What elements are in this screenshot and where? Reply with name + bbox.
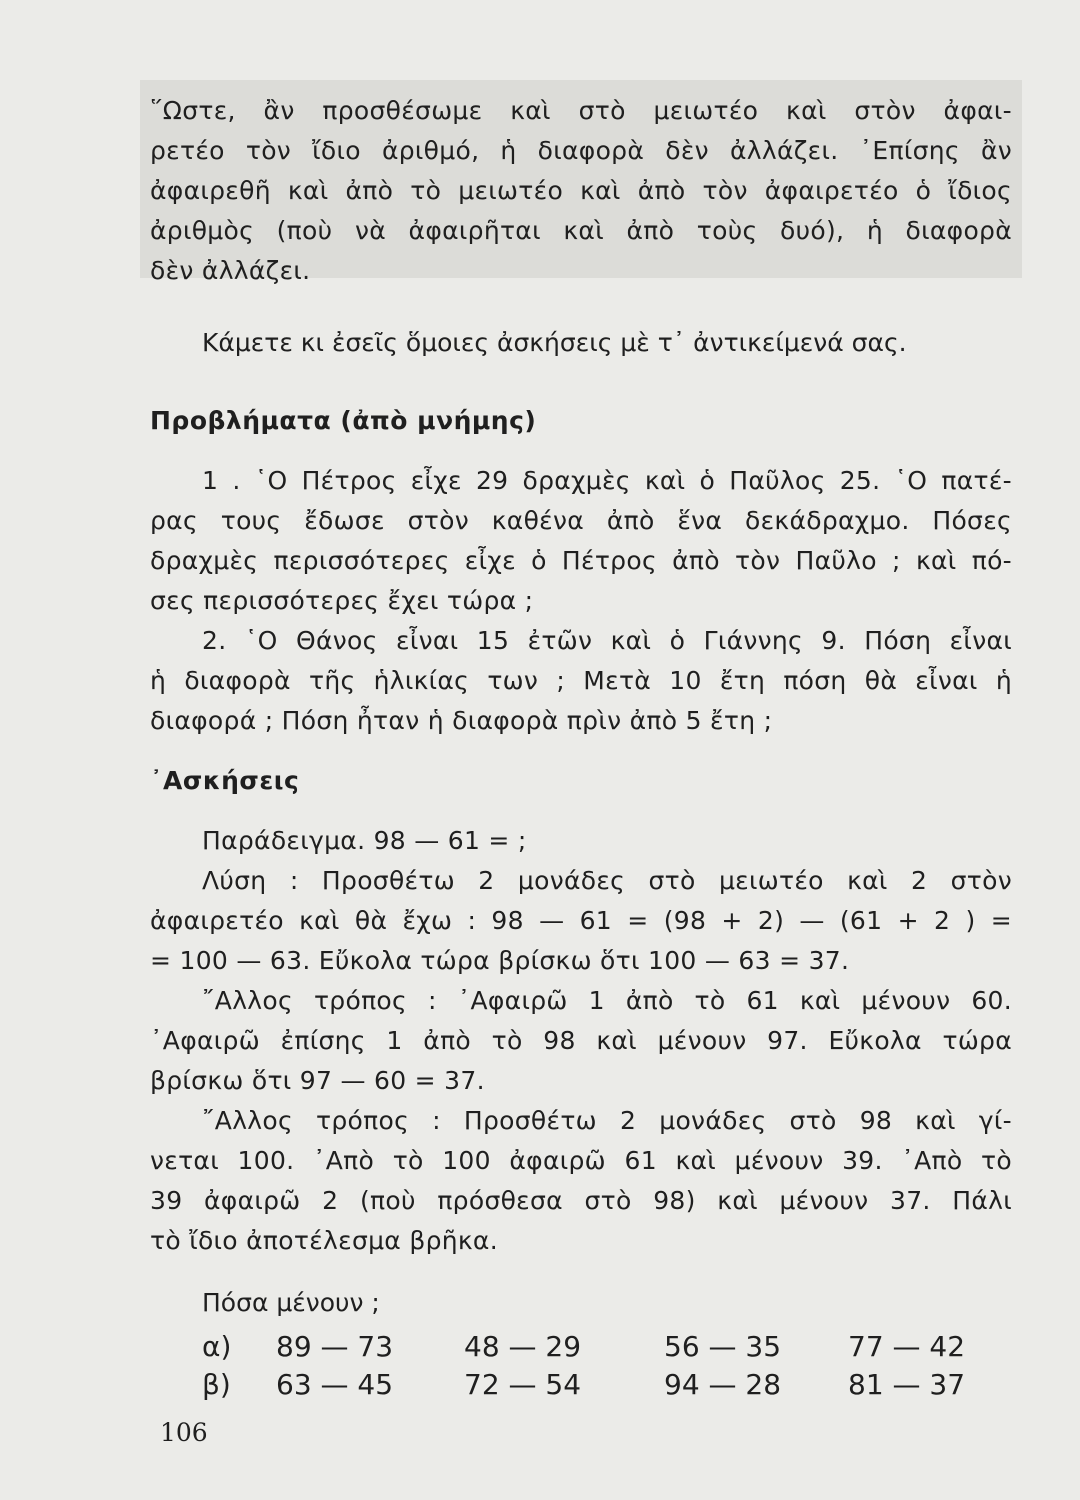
exercise-item: 77 — 42 <box>848 1330 966 1363</box>
intro-line: ρετέο τὸν ἴδιο ἀριθμό, ἡ διαφορὰ δὲν ἀλλάζει. ᾿Επίσης ἂν <box>150 136 1012 165</box>
example-line: βρίσκω ὅτι 97 — 60 = 37. <box>150 1066 485 1095</box>
intro-line: δὲν ἀλλάζει. <box>150 256 311 285</box>
example-line: Λύση : Προσθέτω 2 μονάδες στὸ μειωτέο καὶ 2 στὸν <box>202 866 1012 895</box>
example-line: τὸ ἴδιο ἀποτέλεσμα βρῆκα. <box>150 1226 498 1255</box>
exercise-item: 81 — 37 <box>848 1368 966 1401</box>
row-label: α) <box>202 1330 232 1363</box>
problem-line: 2. ῾Ο Θάνος εἶναι 15 ἐτῶν καὶ ὁ Γιάννης 9. Πόση εἶναι <box>202 626 1012 655</box>
example-line: = 100 — 63. Εὔκολα τώρα βρίσκω ὅτι 100 — 63 = 37. <box>150 946 850 975</box>
example-line: νεται 100. ᾿Απὸ τὸ 100 ἀφαιρῶ 61 καὶ μένουν 39. ᾿Απὸ τὸ <box>150 1146 1012 1175</box>
problem-line: διαφορά ; Πόση ἦταν ἡ διαφορὰ πρὶν ἀπὸ 5 ἔτη ; <box>150 706 773 735</box>
example-line: ἀφαιρετέο καὶ θὰ ἔχω : 98 — 61 = (98 + 2) — (61 + 2 ) = <box>150 906 1012 935</box>
page-number: 106 <box>160 1418 208 1447</box>
exercise-question: Πόσα μένουν ; <box>202 1288 380 1317</box>
exercise-item: 63 — 45 <box>276 1368 394 1401</box>
intro-line: ἀφαιρεθῆ καὶ ἀπὸ τὸ μειωτέο καὶ ἀπὸ τὸν ἀφαιρετέο ὁ ἴδιος <box>150 176 1012 205</box>
exercise-item: 94 — 28 <box>664 1368 782 1401</box>
example-line: Παράδειγμα. 98 — 61 = ; <box>202 826 527 855</box>
problem-line: ρας τους ἔδωσε στὸν καθένα ἀπὸ ἕνα δεκάδραχμο. Πόσες <box>150 506 1012 535</box>
example-line: ῎Αλλος τρόπος : Προσθέτω 2 μονάδες στὸ 98 καὶ γί- <box>202 1106 1012 1135</box>
problem-line: 1 . ῾Ο Πέτρος εἶχε 29 δραχμὲς καὶ ὁ Παῦλος 25. ῾Ο πατέ- <box>202 466 1012 495</box>
example-line: ῎Αλλος τρόπος : ᾿Αφαιρῶ 1 ἀπὸ τὸ 61 καὶ μένουν 60. <box>202 986 1012 1015</box>
example-line: ᾿Αφαιρῶ ἐπίσης 1 ἀπὸ τὸ 98 καὶ μένουν 97. Εὔκολα τώρα <box>150 1026 1012 1055</box>
exercise-item: 56 — 35 <box>664 1330 782 1363</box>
intro-line: ἀριθμὸς (ποὺ νὰ ἀφαιρῆται καὶ ἀπὸ τοὺς δυό), ἡ διαφορὰ <box>150 216 1012 245</box>
row-label: β) <box>202 1368 231 1401</box>
problem-line: ἡ διαφορὰ τῆς ἡλικίας των ; Μετὰ 10 ἔτη πόση θὰ εἶναι ἡ <box>150 666 1012 695</box>
exercise-item: 72 — 54 <box>464 1368 582 1401</box>
problem-line: δραχμὲς περισσότερες εἶχε ὁ Πέτρος ἀπὸ τὸν Παῦλο ; καὶ πό- <box>150 546 1012 575</box>
instruction-text: Κάμετε κι ἐσεῖς ὅμοιες ἀσκήσεις μὲ τ᾿ ἀντικείμενά σας. <box>202 328 907 357</box>
problems-heading: Προβλήματα (ἀπὸ μνήμης) <box>150 406 537 435</box>
intro-line: ῞Ωστε, ἂν προσθέσωμε καὶ στὸ μειωτέο καὶ στὸν ἀφαι- <box>150 96 1012 125</box>
problem-line: σες περισσότερες ἔχει τώρα ; <box>150 586 534 615</box>
exercise-item: 89 — 73 <box>276 1330 394 1363</box>
exercise-item: 48 — 29 <box>464 1330 582 1363</box>
example-line: 39 ἀφαιρῶ 2 (ποὺ πρόσθεσα στὸ 98) καὶ μένουν 37. Πάλι <box>150 1186 1012 1215</box>
exercises-heading: ᾿Ασκήσεις <box>150 766 300 795</box>
